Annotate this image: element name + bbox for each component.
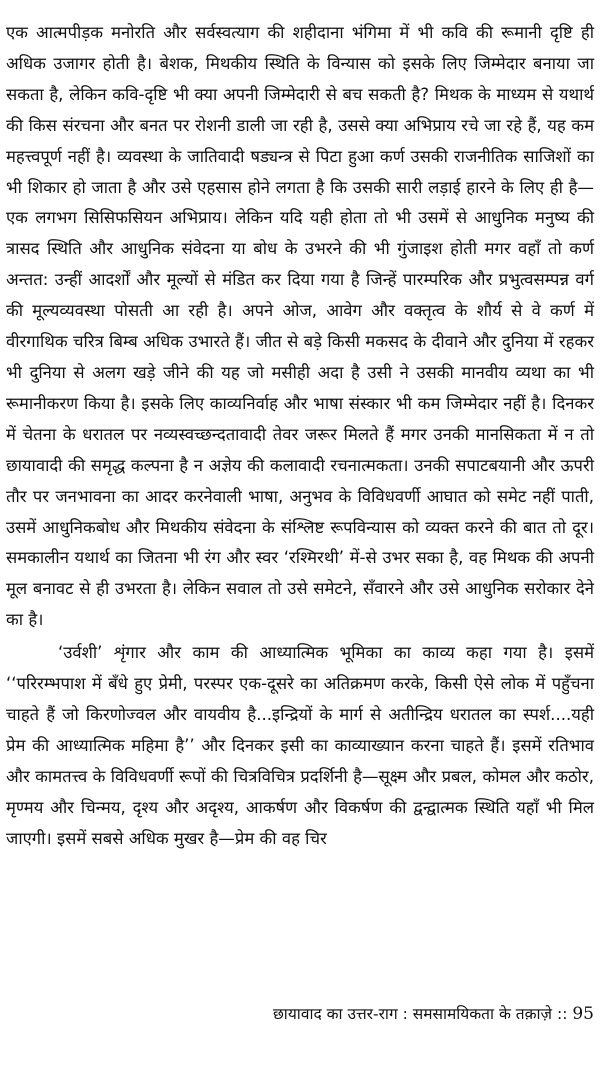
running-head: छायावाद का उत्तर-राग : समसामयिकता के तक़ाज़े (272, 1005, 553, 1023)
paragraph-2: ‘उर्वशी’ शृंगार और काम की आध्यात्मिक भूमिका का काव्य कहा गया है। इसमें ‘‘परिरम्भपाश में बँधे हुए प्रेमी, परस्पर एक-दूसरे का अतिक्रमण करके, किसी ऐसे लोक में पहुँचना चाहते हैं जो किरणोज्वल और वायवीय है...इन्द्रियों के मार्ग से अतीन्द्रिय धरातल का स्पर्श....यही प्रेम की आध्यात्मिक महिमा है’’ और दिनकर इसी का काव्याख्यान करना चाहते हैं। इसमें रतिभाव और कामतत्त्व के विविधवर्णी रूपों की चित्रविचित्र प्रदर्शिनी है—सूक्ष्म और प्रबल, कोमल और कठोर, मृण्मय और चिन्मय, दृश्य और अदृश्य, आकर्षण और विकर्षण की द्वन्द्वात्मक स्थिति यहाँ भी मिल जाएगी। इसमें सबसे अधिक मुखर है—प्रेम की वह चिर (6, 643, 594, 848)
page-number: 95 (572, 1004, 594, 1024)
page-footer (0, 1003, 594, 1025)
paragraph-1: एक आत्मपीड़क मनोरति और सर्वस्वत्याग की शहीदाना भंगिमा में भी कवि की रूमानी दृष्टि ही अधिक उजागर होती है। बेशक, मिथकीय स्थिति के विन्यास को इसके लिए जिम्मेदार बनाया जा सकता है, लेकिन कवि-दृष्टि भी क्या अपनी जिम्मेदारी से बच सकती है? मिथक के माध्यम से यथार्थ की किस संरचना और बनत पर रोशनी डाली जा रही है, उससे क्या अभिप्राय रचे जा रहे हैं, यह कम महत्त्वपूर्ण नहीं है। व्यवस्था के जातिवादी षड्यन्त्र से पिटा हुआ कर्ण उसकी राजनीतिक साजिशों का भी शिकार हो जाता है और उसे एहसास होने लगता है कि उसकी सारी लड़ाई हारने के लिए ही है—एक लगभग सिसिफसियन अभिप्राय। लेकिन यदि यही होता तो भी उसमें से आधुनिक मनुष्य की त्रासद स्थिति और आधुनिक संवेदना या बोध के उभरने की भी गुंजाइश होती मगर वहाँ तो कर्ण अन्तत: उन्हीं आदर्शों और मूल्यों से मंडित कर दिया गया है जिन्हें पारम्परिक और प्रभुत्वसम्पन्न वर्ग की मूल्यव्यवस्था पोसती आ रही है। अपने ओज, आवेग और वक्तृत्व के शौर्य से वे कर्ण में वीरगाथिक चरित्र बिम्ब अधिक उभारते हैं। जीत से बड़े किसी मकसद के दीवाने और दुनिया में रहकर भी दुनिया से अलग खड़े जीने की यह जो मसीही अदा है उसी ने उसकी मानवीय व्यथा का भी रूमानीकरण किया है। इसके लिए काव्यनिर्वाह और भाषा संस्कार भी कम जिम्मेदार नहीं है। दिनकर में चेतना के धरातल पर नव्यस्वच्छन्दतावादी तेवर जरूर मिलते हैं मगर उनकी मानसिकता में न तो छायावादी की समृद्ध कल्पना है न अज्ञेय की कलावादी रचनात्मकता। उनकी सपाटबयानी और ऊपरी तौर पर जनभावना का आदर करनेवाली भाषा, अनुभव के विविधवर्णी आघात को समेट नहीं पाती, उसमें आधुनिकबोध और मिथकीय संवेदना के संश्लिष्ट रूपविन्यास को व्यक्त करने की बात तो दूर। समकालीन यथार्थ का जितना भी रंग और स्वर ‘रश्मिरथी’ में-से उभर सका है, वह मिथक की अपनी मूल बनावट से ही उभरता है। लेकिन सवाल तो उसे समेटने, सँवारने और उसे आधुनिक सरोकार देने का है। (6, 23, 594, 630)
footer-separator: :: (556, 1005, 568, 1023)
document-page (6, 18, 594, 1058)
